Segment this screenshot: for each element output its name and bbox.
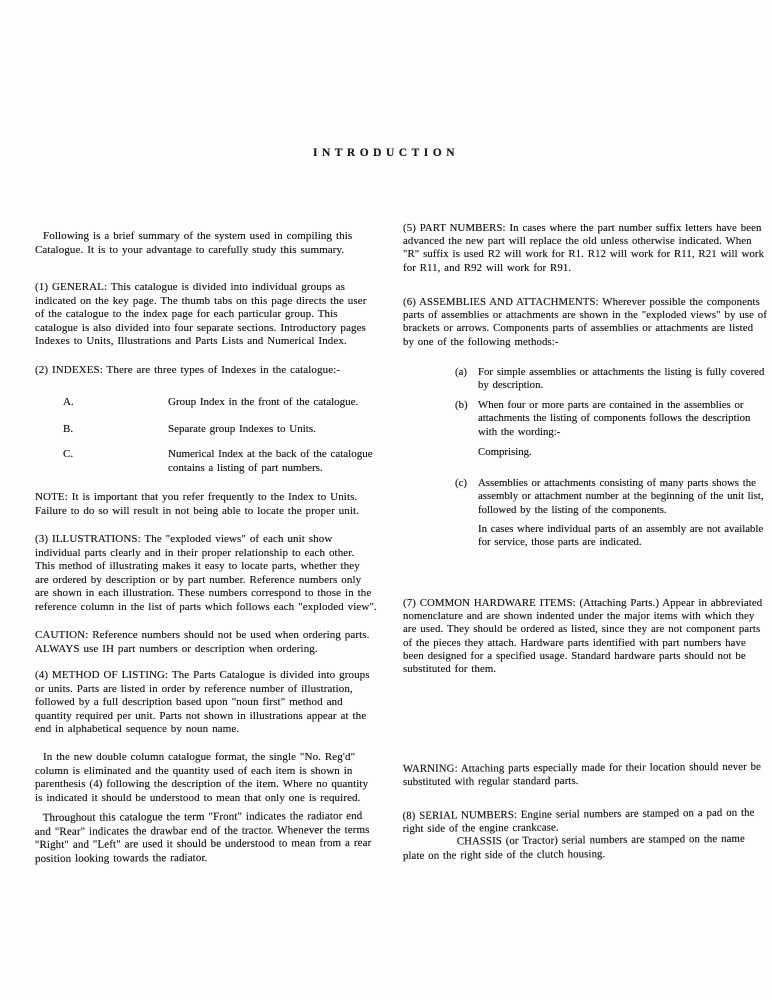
- intro-paragraph: Following is a brief summary of the system used in compiling this Catalogue. It is to your advantage to carefully study this summary.: [35, 230, 353, 256]
- index-item-b: [63, 423, 373, 437]
- page-title: INTRODUCTION: [312, 147, 459, 159]
- section-indexes-heading: (2) INDEXES: There are three types of Indexes in the catalogue:-: [35, 364, 341, 376]
- assembly-item-text: Assemblies or attachments consisting of many parts shows the assembly or attachment number at the beginning of the unit list, followed by the listing of the components.: [478, 477, 764, 516]
- index-item-c: [63, 448, 373, 475]
- assembly-item-label: (c): [455, 477, 467, 489]
- index-item-label: B.: [63, 423, 74, 435]
- note-paragraph: NOTE: It is important that you refer frequently to the Index to Units. Failure to do so will result in not being able to locate the proper unit.: [35, 491, 360, 517]
- double-column-paragraph: In the new double column catalogue format, the single "No. Reg'd" column is eliminated and the quantity used of each item is shown in parenthesis (4) following the description of the item. Where no quantity is indicated it should be understood to mean that only one is required.: [35, 751, 369, 804]
- index-item-label: A.: [63, 396, 74, 408]
- index-item-label: C.: [63, 448, 74, 460]
- assembly-item-text: For simple assemblies or attachments the listing is fully covered by description.: [478, 366, 765, 392]
- index-item-text: Separate group Indexes to Units.: [168, 423, 316, 435]
- index-item-a: [63, 396, 373, 410]
- front-rear-paragraph: Throughout this catalogue the term "Front" indicates the radiator end and "Rear" indicates the drawbar end of the tractor. Whenever the terms "Right" and "Left" are used it should be understood to mean from a rear position looking towards the radiator.: [34, 809, 372, 865]
- caution-paragraph: CAUTION: Reference numbers should not be used when ordering parts. ALWAYS use IH part numbers or description when ordering.: [35, 629, 370, 655]
- index-item-text: Group Index in the front of the catalogue.: [168, 396, 359, 408]
- serial-chassis-line: CHASSIS (or Tractor) serial numbers are stamped on the name plate on the right side of the clutch housing.: [402, 833, 745, 862]
- assembly-item-label: (a): [455, 366, 467, 378]
- warning-paragraph: WARNING: Attaching parts especially made for their location should never be substituted with regular standard parts.: [402, 760, 762, 789]
- serial-engine-line: (8) SERIAL NUMBERS: Engine serial numbers are stamped on a pad on the right side of the engine crankcase.: [402, 806, 755, 836]
- section-illustrations: (3) ILLUSTRATIONS: The "exploded views" of each unit show individual parts clearly and in their proper relationship to each other. This method of illustrating makes it easy to locate parts, whether they are ordered by description or by part number. Reference numbers only are shown in each illustration. These numbers correspond to those in the reference column in the list of parts which follows each "exploded view".: [35, 533, 377, 613]
- section-assemblies-heading: (6) ASSEMBLIES AND ATTACHMENTS: Wherever possible the components parts of assemblies or attachments are shown in the "exploded views" by use of brackets or arrows. Components parts of assemblies or attachments are listed by one of the following methods:-: [403, 296, 767, 348]
- section-common-hardware: (7) COMMON HARDWARE ITEMS: (Attaching Parts.) Appear in abbreviated nomenclature and are shown indented under the major items with which they are used. They should be ordered as listed, since they are not component parts of the pieces they attach. Hardware parts identified with part numbers have been designed for a specified usage. Standard hardware parts should not be substituted for them.: [403, 597, 763, 676]
- assembly-item-text: When four or more parts are contained in the assemblies or attachments the listing of components follows the description with the wording:-: [478, 399, 751, 438]
- assembly-note: In cases where individual parts of an assembly are not available for service, those parts are indicated.: [478, 523, 764, 549]
- comprising-line: Comprising.: [478, 446, 532, 458]
- assembly-item-a: [455, 366, 770, 393]
- assembly-item-c: [455, 477, 770, 517]
- index-item-text: Numerical Index at the back of the catalogue contains a listing of part numbers.: [168, 448, 373, 474]
- section-method-of-listing: (4) METHOD OF LISTING: The Parts Catalogue is divided into groups or units. Parts are listed in order by reference number of illustration, followed by a full description based upon "noun first" method and quantity required per unit. Parts not shown in illustrations appear at the end in alphabetical sequence by noun name.: [35, 669, 370, 735]
- assembly-item-b: [455, 399, 770, 439]
- section-part-numbers: (5) PART NUMBERS: In cases where the part number suffix letters have been advanced the new part will replace the old unless otherwise indicated. When "R" suffix is used R2 will work for R1. R12 will work for R11, R21 will work for R11, and R92 will work for R91.: [403, 222, 765, 274]
- assembly-item-label: (b): [455, 399, 468, 411]
- section-serial-numbers: [402, 806, 768, 862]
- section-general: (1) GENERAL: This catalogue is divided into individual groups as indicated on the key page. The thumb tabs on this page directs the user of the catalogue to the index page for each particular group. This catalogue is also divided into four separate sections. Introductory pages Indexes to Units, Illustrations and Parts Lists and Numerical Index.: [35, 281, 367, 347]
